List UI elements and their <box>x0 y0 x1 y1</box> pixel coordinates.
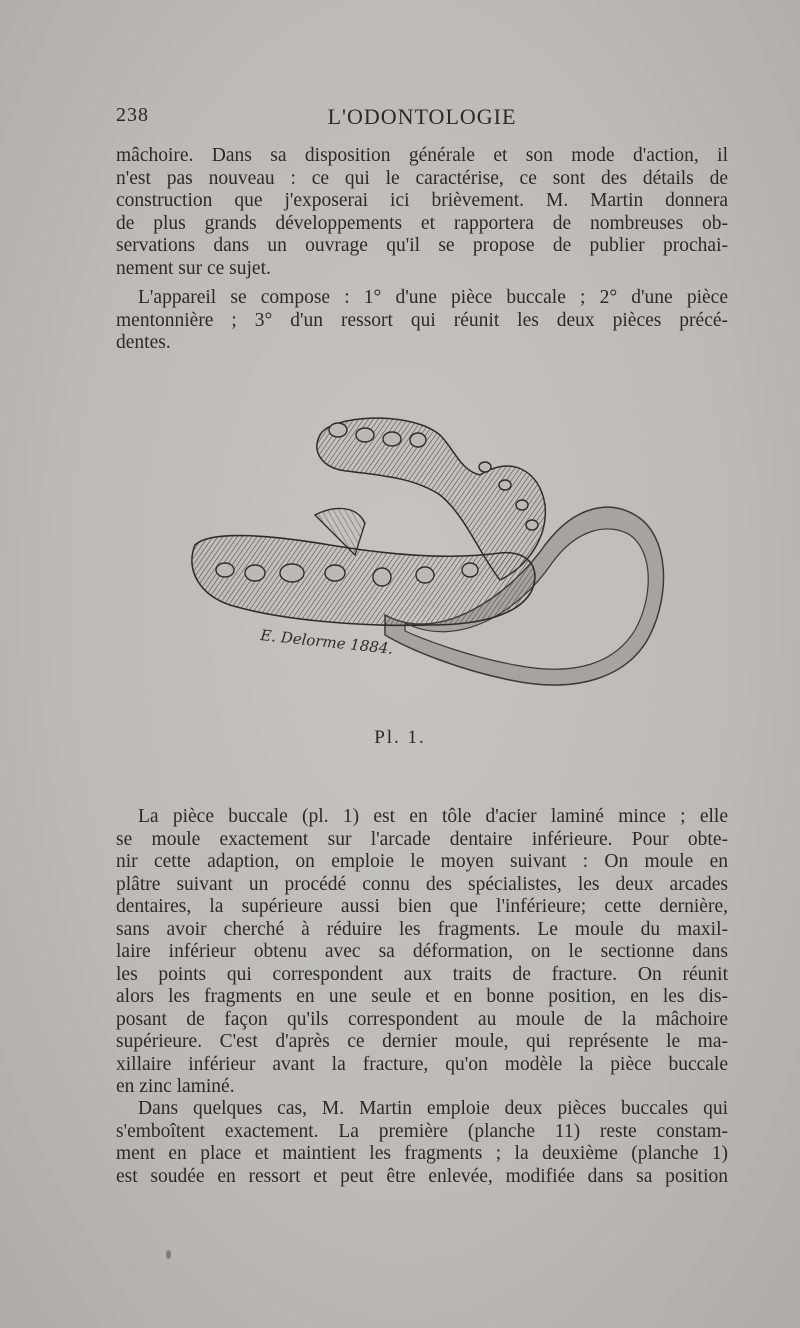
text-line: alors les fragments en une seule et en bonne position, en les dis- <box>116 986 728 1007</box>
text-line: xillaire inférieur avant la fracture, qu'on modèle la pièce buccale <box>116 1053 728 1075</box>
figure-caption: Pl. 1. <box>374 727 426 748</box>
paragraph-3 <box>116 806 728 1099</box>
paper-speck <box>166 1250 171 1259</box>
text-line: laire inférieur obtenu avec sa déformation, on le sectionne dans <box>116 941 728 962</box>
text-line: se moule exactement sur l'arcade dentaire inférieure. Pour obte- <box>116 828 728 850</box>
text-line: supérieure. C'est d'après ce dernier moule, qui représente le ma- <box>116 1031 728 1052</box>
text-line: nement sur ce sujet. <box>116 257 271 279</box>
text-line: posant de façon qu'ils correspondent au moule de la mâchoire <box>116 1008 728 1030</box>
dental-appliance-illustration <box>180 395 680 710</box>
text-line: les points qui correspondent aux traits de fracture. On réunit <box>116 963 728 985</box>
text-line: nir cette adaption, on emploie le moyen suivant : On moule en <box>116 851 728 872</box>
text-line: mentonnière ; 3° d'un ressort qui réunit les deux pièces précé- <box>116 309 728 331</box>
text-line: sans avoir cherché à réduire les fragments. Le moule du maxil- <box>116 918 728 940</box>
text-line: mâchoire. Dans sa disposition générale et son mode d'action, il <box>116 145 728 166</box>
text-line: ment en place et maintient les fragments ; la deuxième (planche 1) <box>116 1143 728 1164</box>
paragraph-4 <box>116 1098 728 1188</box>
paragraph-2 <box>116 287 728 355</box>
text-line: est soudée en ressort et peut être enlevée, modifiée dans sa position <box>116 1165 728 1187</box>
text-line: en zinc laminé. <box>116 1076 235 1097</box>
text-line: servations dans un ouvrage qu'il se propose de publier prochai- <box>116 235 728 256</box>
text-line: construction que j'exposerai ici brièvement. M. Martin donnera <box>116 190 728 211</box>
text-line: Dans quelques cas, M. Martin emploie deux pièces buccales qui <box>138 1098 728 1119</box>
text-line: dentes. <box>116 332 171 353</box>
text-line: dentaires, la supérieure aussi bien que l'inférieure; cette dernière, <box>116 896 728 917</box>
text-line: L'appareil se compose : 1° d'une pièce buccale ; 2° d'une pièce <box>138 287 728 308</box>
artist-signature: E. Delorme 1884. <box>259 626 394 658</box>
running-title: L'ODONTOLOGIE <box>327 104 517 129</box>
page-header <box>116 104 728 134</box>
paragraph-1 <box>116 145 728 280</box>
text-line: n'est pas nouveau : ce qui le caractérise, ce sont des détails de <box>116 167 728 189</box>
page-number: 238 <box>116 104 149 126</box>
text-line: plâtre suivant un procédé connu des spécialistes, les deux arcades <box>116 873 728 895</box>
text-line: de plus grands développements et rapportera de nombreuses ob- <box>116 212 728 234</box>
text-line: La pièce buccale (pl. 1) est en tôle d'acier laminé mince ; elle <box>138 806 728 827</box>
text-line: s'emboîtent exactement. La première (planche 11) reste constam- <box>116 1120 728 1142</box>
